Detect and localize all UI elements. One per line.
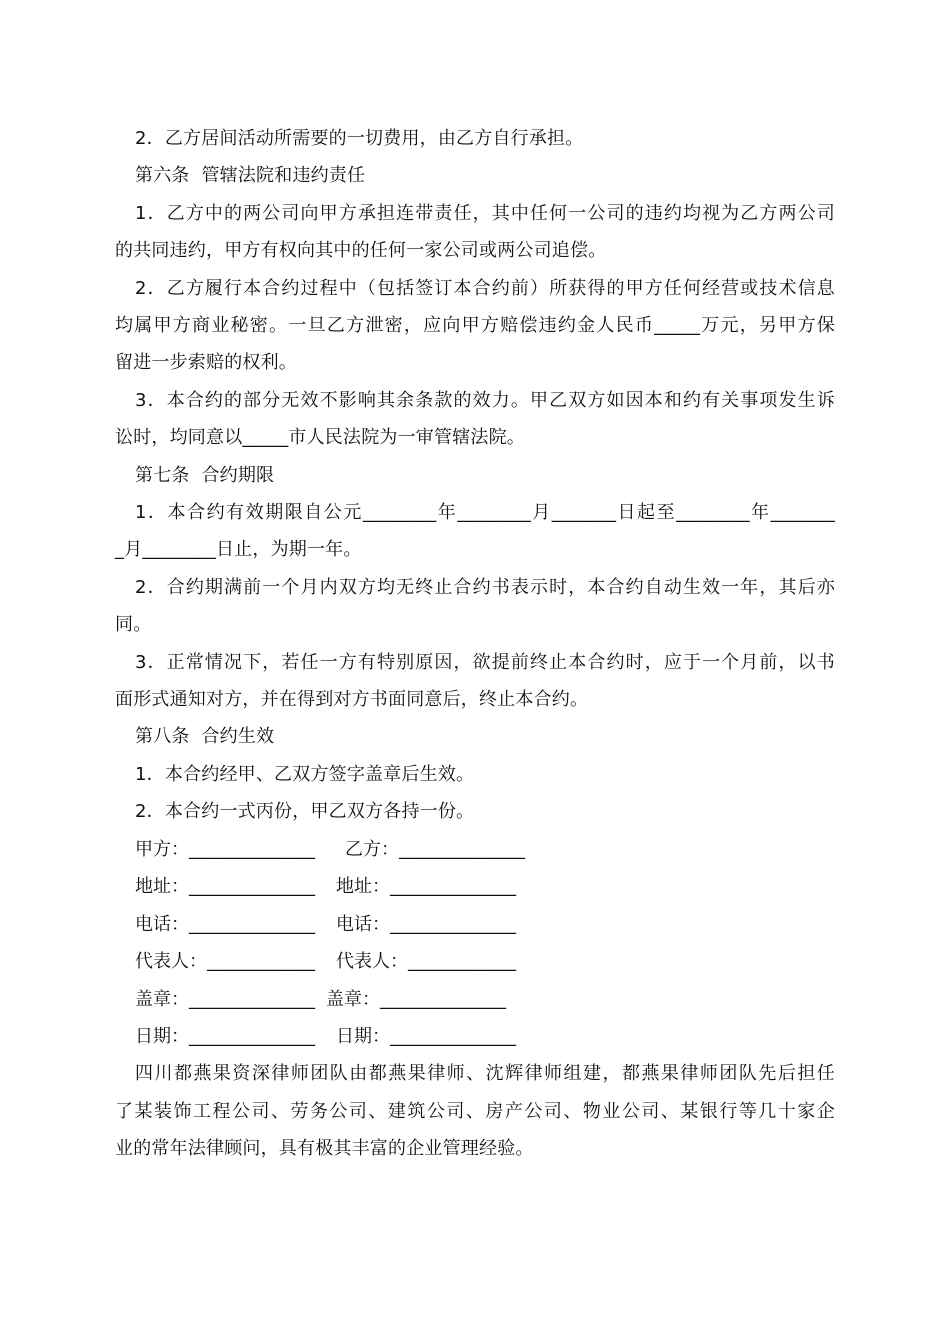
clause-7-item-3-line-2: 面形式通知对方，并在得到对方书面同意后，终止本合约。	[115, 689, 589, 710]
clause-6-item-2-line-2: 均属甲方商业秘密。一旦乙方泄密，应向甲方赔偿违约金人民币_____万元，另甲方保	[115, 315, 835, 336]
footer-note-line-2: 了某装饰工程公司、劳务公司、建筑公司、房产公司、物业公司、某银行等几十家企	[115, 1101, 835, 1122]
footer-note-line-1: 四川都燕果资深律师团队由都燕果律师、沈辉律师组建，都燕果律师团队先后担任	[135, 1063, 835, 1084]
clause-7-item-1-line-2: _月________日止，为期一年。	[115, 539, 362, 560]
phone-b-field: 电话：______________	[336, 914, 516, 935]
clause-8-item-2: 2．本合约一式丙份，甲乙双方各持一份。	[135, 801, 475, 822]
clause-6-item-3-line-2: 讼时，均同意以_____市人民法院为一审管辖法院。	[115, 427, 525, 448]
date-a-field: 日期：______________	[135, 1026, 315, 1047]
representative-a-field: 代表人：____________	[135, 951, 315, 972]
party-b-field: 乙方：______________	[345, 839, 525, 860]
footer-note-line-3: 业的常年法律顾问，具有极其丰富的企业管理经验。	[115, 1138, 534, 1159]
clause-6-item-3-line-1: 3．本合约的部分无效不影响其余条款的效力。甲乙双方如因本和约有关事项发生诉	[135, 390, 835, 411]
clause-6-item-2-line-3: 留进一步索赔的权利。	[115, 352, 297, 373]
clause-6-item-1-line-2: 的共同违约，甲方有权向其中的任何一家公司或两公司追偿。	[115, 240, 607, 261]
party-a-field: 甲方：______________	[135, 839, 315, 860]
clause-7-item-1-line-1: 1．本合约有效期限自公元________年________月_______日起至________年_______	[135, 502, 835, 523]
address-b-field: 地址：______________	[336, 876, 516, 897]
phone-a-field: 电话：______________	[135, 914, 315, 935]
address-a-field: 地址：______________	[135, 876, 315, 897]
clause-6-item-2-line-1: 2．乙方履行本合约过程中（包括签订本合约前）所获得的甲方任何经营或技术信息	[135, 278, 835, 299]
clause-7-item-3-line-1: 3．正常情况下，若任一方有特别原因，欲提前终止本合约时，应于一个月前，以书	[135, 652, 835, 673]
article-6-heading: 第六条 管辖法院和违约责任	[135, 165, 366, 186]
article-8-heading: 第八条 合约生效	[135, 726, 275, 747]
clause-6-item-1-line-1: 1．乙方中的两公司向甲方承担连带责任，其中任何一公司的违约均视为乙方两公司	[135, 203, 835, 224]
clause-7-item-2-line-1: 2．合约期满前一个月内双方均无终止合约书表示时，本合约自动生效一年，其后亦	[135, 577, 835, 598]
article-7-heading: 第七条 合约期限	[135, 465, 275, 486]
clause-7-item-2-line-2: 同。	[115, 614, 152, 635]
clause-5-item-2: 2．乙方居间活动所需要的一切费用，由乙方自行承担。	[135, 128, 584, 149]
clause-8-item-1: 1．本合约经甲、乙双方签字盖章后生效。	[135, 764, 475, 785]
seal-b-field: 盖章：______________	[326, 989, 506, 1010]
date-b-field: 日期：______________	[336, 1026, 516, 1047]
representative-b-field: 代表人：____________	[336, 951, 516, 972]
seal-a-field: 盖章：______________	[135, 989, 315, 1010]
